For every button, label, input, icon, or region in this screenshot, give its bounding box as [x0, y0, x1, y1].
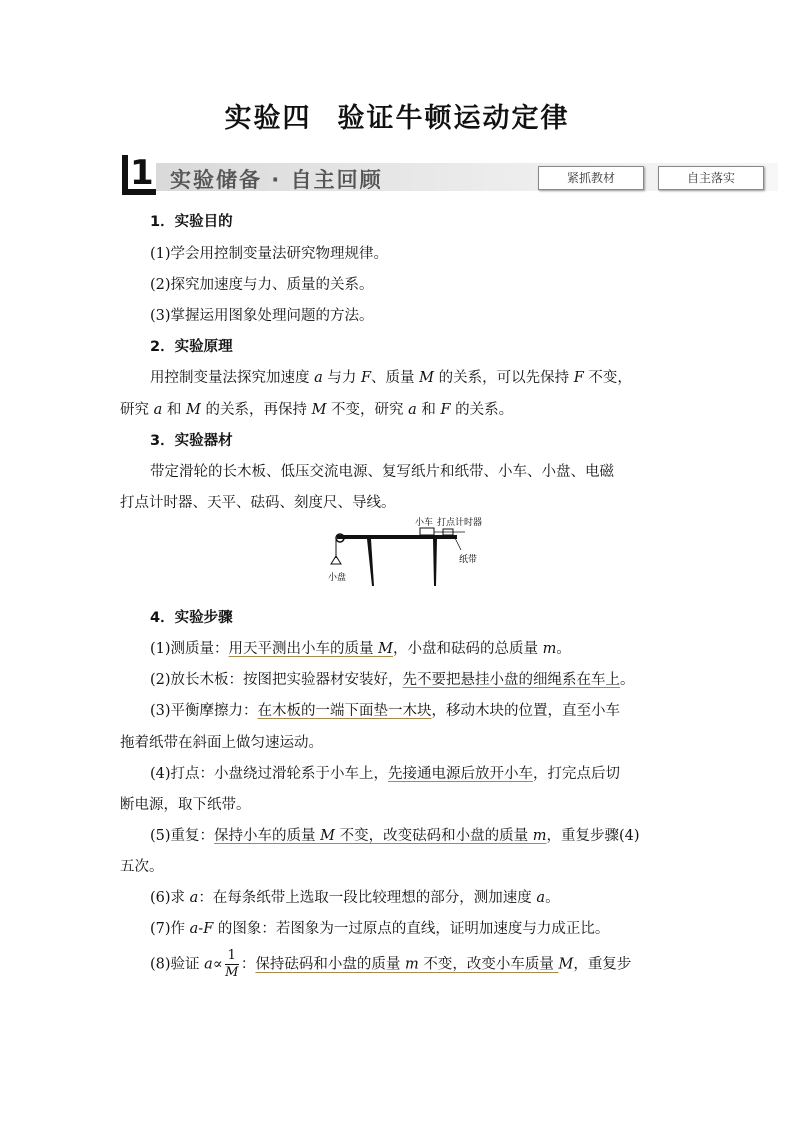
banner-number-badge: [122, 155, 156, 195]
purpose-item-3: (3)掌握运用图象处理问题的方法。: [150, 308, 374, 324]
long-board: [337, 535, 457, 539]
step-6: (6)求 a：在每条纸带上选取一段比较理想的部分，测加速度 a。: [150, 890, 560, 906]
table-leg-right: [433, 539, 437, 586]
label-plate: 小盘: [328, 573, 347, 583]
label-cart: 小车: [415, 518, 434, 528]
page-title: [0, 96, 794, 135]
table-leg-left: [367, 539, 374, 586]
purpose-item-1: (1)学会用控制变量法研究物理规律。: [150, 246, 389, 262]
textbook-button[interactable]: 紧抓教材: [538, 166, 644, 190]
step-4-cont: 断电源，取下纸带。: [120, 797, 251, 813]
equipment-line-2: 打点计时器、天平、砝码、刻度尺、导线。: [120, 495, 396, 511]
section-heading-equipment: 3．实验器材: [150, 433, 233, 449]
purpose-item-2: (2)探究加速度与力、质量的关系。: [150, 277, 374, 293]
label-tape: 纸带: [459, 555, 478, 565]
tape-pointer: [455, 538, 461, 550]
step-5: (5)重复：保持小车的质量 M 不变，改变砝码和小盘的质量 m，重复步骤(4): [150, 828, 640, 844]
self-practice-button[interactable]: 自主落实: [658, 166, 764, 190]
section-heading-purpose: 1．实验目的: [150, 214, 233, 230]
principle-line-2: 研究 a 和 M 的关系，再保持 M 不变，研究 a 和 F 的关系。: [120, 402, 514, 418]
banner-title: 实验储备 · 自主回顾: [170, 168, 383, 192]
label-timer: 打点计时器: [437, 518, 483, 528]
step-1: (1)测质量：用天平测出小车的质量 M，小盘和砝码的总质量 m。: [150, 641, 571, 657]
equipment-line-1: 带定滑轮的长木板、低压交流电源、复写纸片和纸带、小车、小盘、电磁: [150, 464, 614, 480]
fraction-1-over-M: $\frac{1}{M}$: [225, 948, 239, 980]
banner-number: 1: [130, 153, 154, 193]
step-5-cont: 五次。: [120, 859, 164, 875]
section-heading-steps: 4．实验步骤: [150, 610, 233, 626]
step-8: (8)验证 a∝ $\frac{1}{M}$ ：保持砝码和小盘的质量 m 不变，改变小车质量 M，重复步: [150, 948, 632, 980]
step-7: (7)作 a-F 的图象：若图象为一过原点的直线，证明加速度与力成正比。: [150, 921, 610, 937]
step-4: (4)打点：小盘绕过滑轮系于小车上，先接通电源后放开小车，打完点后切: [150, 766, 621, 782]
apparatus-diagram: [325, 518, 483, 590]
title-part1: 实验四: [224, 103, 312, 134]
step-3: (3)平衡摩擦力：在木板的一端下面垫一木块，移动木块的位置，直至小车: [150, 703, 621, 719]
step-2: (2)放长木板：按图把实验器材安装好，先不要把悬挂小盘的细绳系在车上。: [150, 672, 635, 688]
step-3-cont: 拖着纸带在斜面上做匀速运动。: [120, 735, 323, 751]
cart-icon: [420, 528, 434, 535]
principle-line-1: 用控制变量法探究加速度 a 与力 F、质量 M 的关系，可以先保持 F 不变，: [150, 370, 632, 386]
section-banner: [122, 155, 778, 197]
section-heading-principle: 2．实验原理: [150, 339, 233, 355]
title-part2: 验证牛顿运动定律: [337, 103, 570, 134]
